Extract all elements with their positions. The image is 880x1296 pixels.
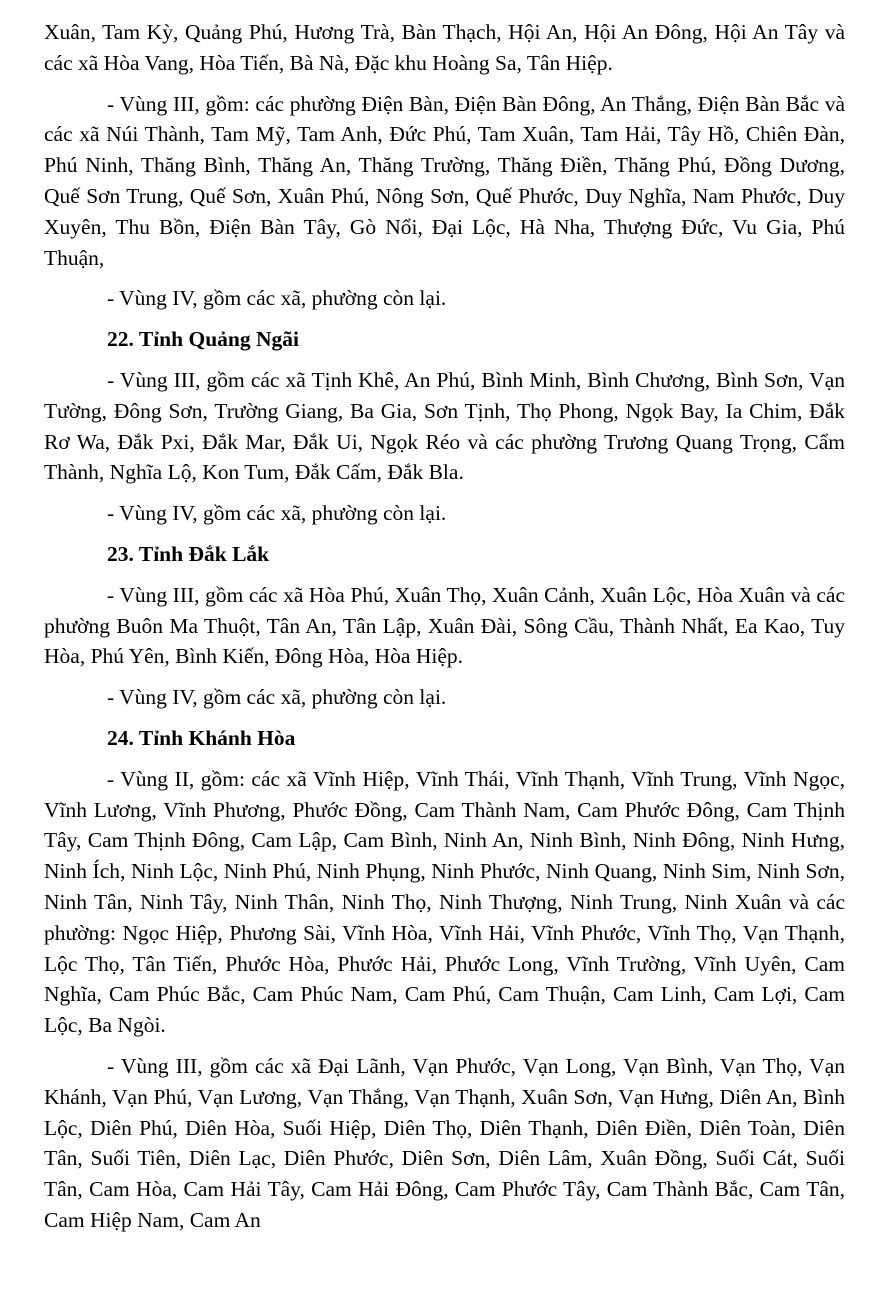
paragraph-vung-iv-quang-ngai: - Vùng IV, gồm các xã, phường còn lại. <box>107 501 447 526</box>
paragraph-vung-iii-quang-nam: - Vùng III, gồm: các phường Điện Bàn, Điện Bàn Đông, An Thắng, Điện Bàn Bắc và các xã Núi Thành, Tam Mỹ, Tam Anh, Đức Phú, Tam Xuân, Tam Hải, Tây Hồ, Chiên Đàn, Phú Ninh, Thăng Bình, Thăng An, Thăng Trường, Thăng Điền, Thăng Phú, Đồng Dương, Quế Sơn Trung, Quế Sơn, Xuân Phú, Nông Sơn, Quế Phước, Duy Nghĩa, Nam Phước, Duy Xuyên, Thu Bồn, Điện Bàn Tây, Gò Nổi, Đại Lộc, Hà Nha, Thượng Đức, Vu Gia, Phú Thuận, <box>44 91 845 270</box>
paragraph-vung-iii-khanh-hoa: - Vùng III, gồm các xã Đại Lãnh, Vạn Phước, Vạn Long, Vạn Bình, Vạn Thọ, Vạn Khánh, Vạn Phú, Vạn Lương, Vạn Thắng, Vạn Thạnh, Xuân Sơn, Vạn Hưng, Diên An, Bình Lộc, Diên Phú, Diên Hòa, Suối Hiệp, Diên Thọ, Diên Thạnh, Diên Điền, Diên Toàn, Diên Tân, Suối Tiên, Diên Lạc, Diên Phước, Diên Sơn, Diên Lâm, Xuân Đồng, Suối Cát, Suối Tân, Cam Hòa, Cam Hải Tây, Cam Hải Đông, Cam Phước Tây, Cam Thành Bắc, Cam Tân, Cam Hiệp Nam, Cam An <box>44 1053 845 1232</box>
paragraph-continuation-quang-nam: Xuân, Tam Kỳ, Quảng Phú, Hương Trà, Bàn Thạch, Hội An, Hội An Đông, Hội An Tây và các xã Hòa Vang, Hòa Tiến, Bà Nà, Đặc khu Hoàng Sa, Tân Hiệp. <box>44 20 845 75</box>
paragraph-vung-iv-dak-lak: - Vùng IV, gồm các xã, phường còn lại. <box>107 685 447 710</box>
paragraph-vung-iv-quang-nam: - Vùng IV, gồm các xã, phường còn lại. <box>107 286 447 311</box>
heading-quang-ngai: 22. Tỉnh Quảng Ngãi <box>107 327 299 352</box>
paragraph-vung-ii-khanh-hoa: - Vùng II, gồm: các xã Vĩnh Hiệp, Vĩnh Thái, Vĩnh Thạnh, Vĩnh Trung, Vĩnh Ngọc, Vĩnh Lương, Vĩnh Phương, Phước Đồng, Cam Thành Nam, Cam Phước Đông, Cam Thịnh Tây, Cam Thịnh Đông, Cam Lập, Cam Bình, Ninh An, Ninh Bình, Ninh Đông, Ninh Hưng, Ninh Ích, Ninh Lộc, Ninh Phú, Ninh Phụng, Ninh Phước, Ninh Quang, Ninh Sim, Ninh Sơn, Ninh Tân, Ninh Tây, Ninh Thân, Ninh Thọ, Ninh Thượng, Ninh Trung, Ninh Xuân và các phường: Ngọc Hiệp, Phương Sài, Vĩnh Hòa, Vĩnh Hải, Vĩnh Phước, Vĩnh Thọ, Vạn Thạnh, Lộc Thọ, Tân Tiến, Phước Hòa, Phước Hải, Phước Long, Vĩnh Trường, Vĩnh Uyên, Cam Nghĩa, Cam Phúc Bắc, Cam Phúc Nam, Cam Phú, Cam Thuận, Cam Linh, Cam Lợi, Cam Lộc, Ba Ngòi. <box>44 766 845 1038</box>
heading-khanh-hoa: 24. Tỉnh Khánh Hòa <box>107 725 296 750</box>
paragraph-vung-iii-dak-lak: - Vùng III, gồm các xã Hòa Phú, Xuân Thọ, Xuân Cảnh, Xuân Lộc, Hòa Xuân và các phường Buôn Ma Thuột, Tân An, Tân Lập, Xuân Đài, Sông Cầu, Thành Nhất, Ea Kao, Tuy Hòa, Phú Yên, Bình Kiến, Đông Hòa, Hòa Hiệp. <box>44 582 845 669</box>
paragraph-vung-iii-quang-ngai: - Vùng III, gồm các xã Tịnh Khê, An Phú, Bình Minh, Bình Chương, Bình Sơn, Vạn Tường, Đông Sơn, Trường Giang, Ba Gia, Sơn Tịnh, Thọ Phong, Ngọk Bay, Ia Chim, Đắk Rơ Wa, Đắk Pxi, Đắk Mar, Đắk Ui, Ngọk Réo và các phường Trương Quang Trọng, Cẩm Thành, Nghĩa Lộ, Kon Tum, Đắk Cấm, Đắk Bla. <box>44 367 845 485</box>
heading-dak-lak: 23. Tỉnh Đắk Lắk <box>107 541 270 566</box>
